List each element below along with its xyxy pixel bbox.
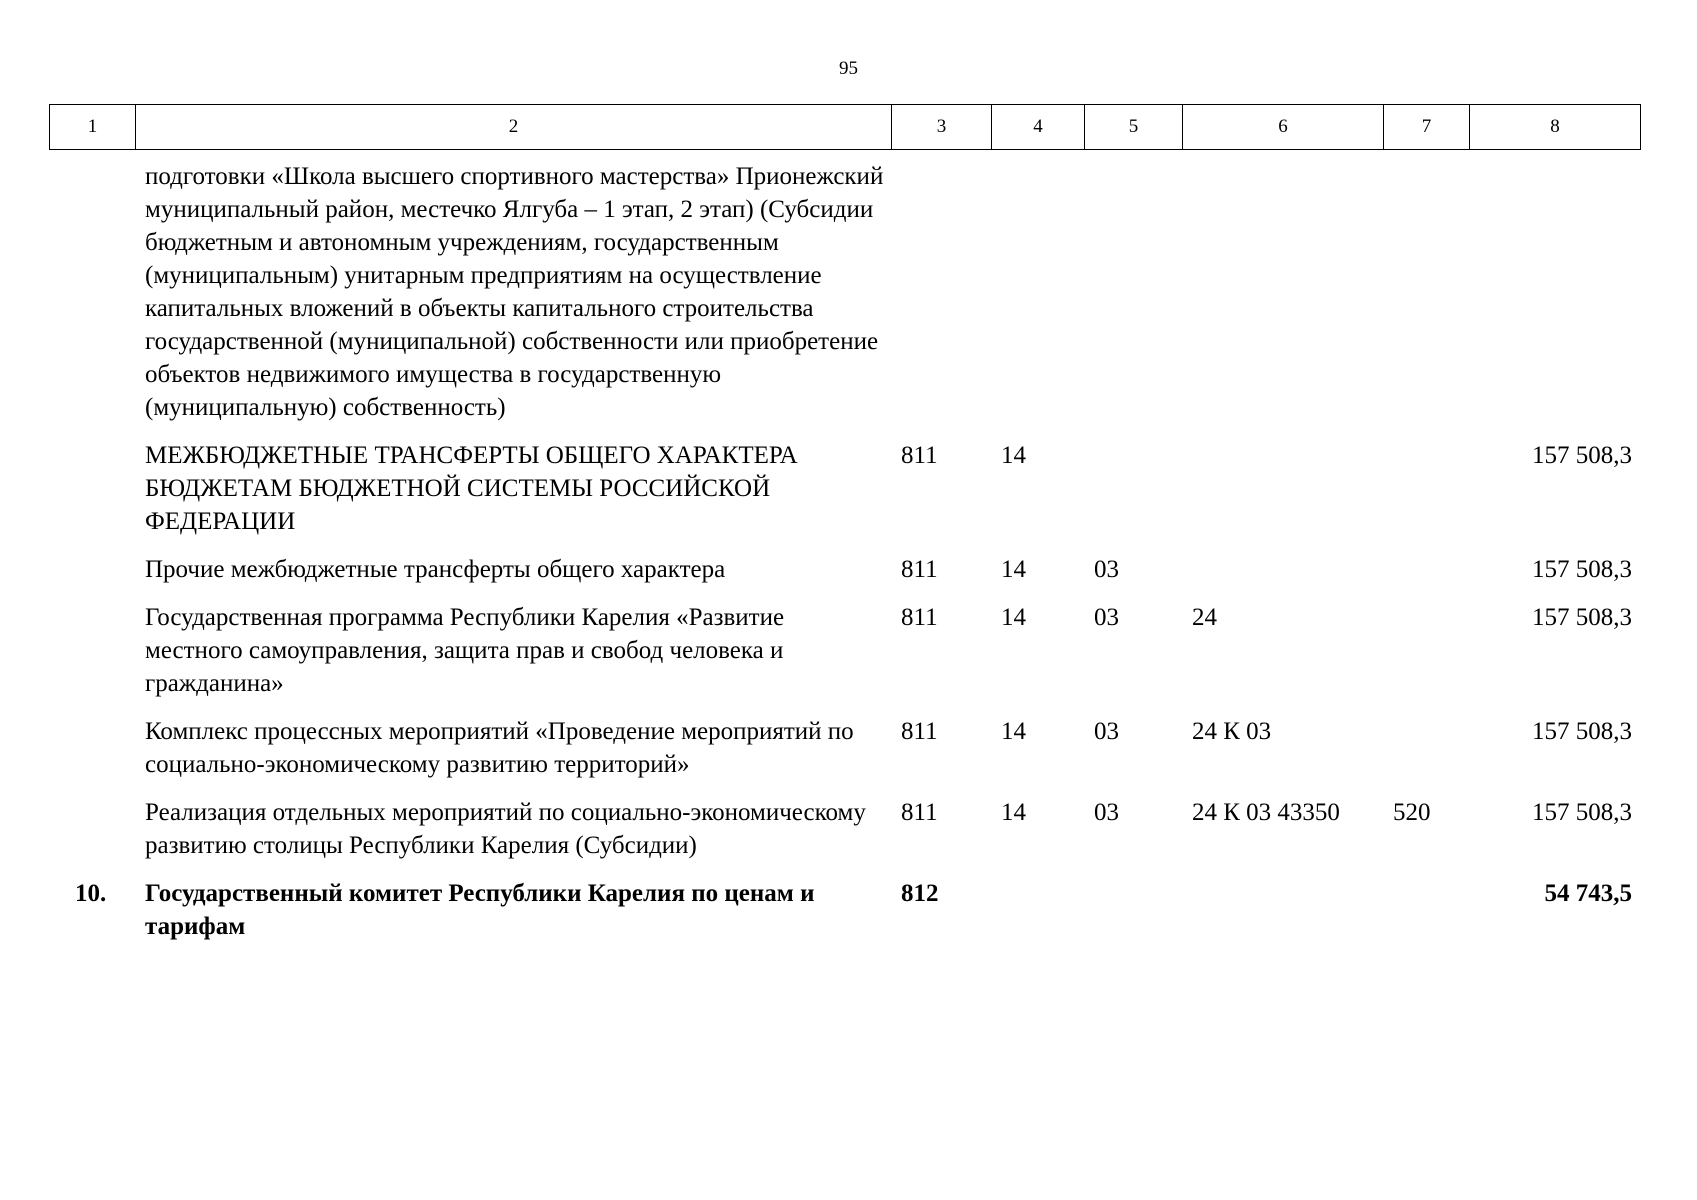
expense-type-code [1383, 877, 1469, 958]
column-header-6: 6 [1183, 105, 1384, 150]
row-name: Прочие межбюджетные трансферты общего характера [145, 556, 726, 583]
target-article-code: 24 [1192, 604, 1217, 631]
section-code: 14 [1001, 442, 1026, 469]
row-index [49, 601, 135, 715]
row-name: МЕЖБЮДЖЕТНЫЕ ТРАНСФЕРТЫ ОБЩЕГО ХАРАКТЕРА БЮДЖЕТАМ БЮДЖЕТНОЙ СИСТЕМЫ РОССИЙСКОЙ ФЕДЕРАЦИИ [145, 442, 798, 535]
subsection-code [1084, 877, 1182, 958]
amount: 157 508,3 [1532, 556, 1632, 583]
column-header-row [50, 105, 1641, 150]
table-row [49, 160, 1640, 439]
table-row [49, 796, 1640, 877]
amount: 54 743,5 [1544, 880, 1632, 907]
row-index [49, 796, 135, 877]
column-header-1: 1 [50, 105, 136, 150]
expense-type-code [1383, 439, 1469, 553]
section-code [991, 877, 1084, 958]
table-row [49, 715, 1640, 796]
ministry-code: 811 [901, 799, 938, 826]
ministry-code: 811 [901, 556, 938, 583]
amount: 157 508,3 [1532, 442, 1632, 469]
subsection-code: 03 [1094, 604, 1119, 631]
table-row [49, 439, 1640, 553]
expense-type-code [1383, 715, 1469, 796]
expense-type-code [1383, 553, 1469, 601]
section-code: 14 [1001, 556, 1026, 583]
row-index: 10. [75, 880, 107, 907]
amount: 157 508,3 [1532, 718, 1632, 745]
table-row [49, 601, 1640, 715]
row-index [49, 439, 135, 553]
column-header-2: 2 [136, 105, 892, 150]
section-code [991, 160, 1084, 439]
target-article-code [1182, 877, 1383, 958]
target-article-code [1182, 553, 1383, 601]
section-code: 14 [1001, 718, 1026, 745]
column-header-5: 5 [1085, 105, 1183, 150]
section-code: 14 [1001, 604, 1026, 631]
column-header-3: 3 [892, 105, 992, 150]
target-article-code [1182, 439, 1383, 553]
subsection-code: 03 [1094, 556, 1119, 583]
column-header-table [49, 104, 1641, 150]
expense-type-code [1383, 601, 1469, 715]
row-index [49, 715, 135, 796]
target-article-code: 24 К 03 43350 [1192, 799, 1340, 826]
amount: 157 508,3 [1532, 604, 1632, 631]
column-header-7: 7 [1384, 105, 1470, 150]
target-article-code: 24 К 03 [1192, 718, 1272, 745]
column-header-4: 4 [992, 105, 1085, 150]
table-row [49, 553, 1640, 601]
ministry-code: 811 [901, 718, 938, 745]
subsection-code: 03 [1094, 718, 1119, 745]
subsection-code [1084, 160, 1182, 439]
ministry-code [891, 160, 991, 439]
subsection-code [1084, 439, 1182, 553]
row-name: Комплекс процессных мероприятий «Проведение мероприятий по социально-экономическому развитию территорий» [145, 718, 854, 778]
table-row-total [49, 877, 1640, 958]
amount: 157 508,3 [1532, 799, 1632, 826]
ministry-code: 811 [901, 442, 938, 469]
row-name: Государственная программа Республики Карелия «Развитие местного самоуправления, защита прав и свобод человека и гражданина» [145, 604, 785, 697]
page-number: 95 [839, 58, 858, 79]
budget-table [49, 160, 1640, 958]
subsection-code: 03 [1094, 799, 1119, 826]
section-code: 14 [1001, 799, 1026, 826]
row-index [49, 160, 135, 439]
row-name: подготовки «Школа высшего спортивного мастерства» Прионежский муниципальный район, местечко Ялгуба – 1 этап, 2 этап) (Субсидии бюджетным и автономным учреждениям, государственным (муниципальным) унитарным предприятиям на осуществление капитальных вложений в объекты капитального строительства государственной (муниципальной) собственности или приобретение объектов недвижимого имущества в государственную (муниципальную) собственность) [145, 163, 884, 421]
column-header-8: 8 [1470, 105, 1641, 150]
row-name: Государственный комитет Республики Карелия по ценам и тарифам [145, 880, 815, 940]
row-index [49, 553, 135, 601]
ministry-code: 811 [901, 604, 938, 631]
target-article-code [1182, 160, 1383, 439]
expense-type-code [1383, 160, 1469, 439]
ministry-code: 812 [901, 880, 939, 907]
row-name: Реализация отдельных мероприятий по социально-экономическому развитию столицы Республики Карелия (Субсидии) [145, 799, 866, 859]
expense-type-code: 520 [1393, 799, 1431, 826]
amount [1469, 160, 1640, 439]
